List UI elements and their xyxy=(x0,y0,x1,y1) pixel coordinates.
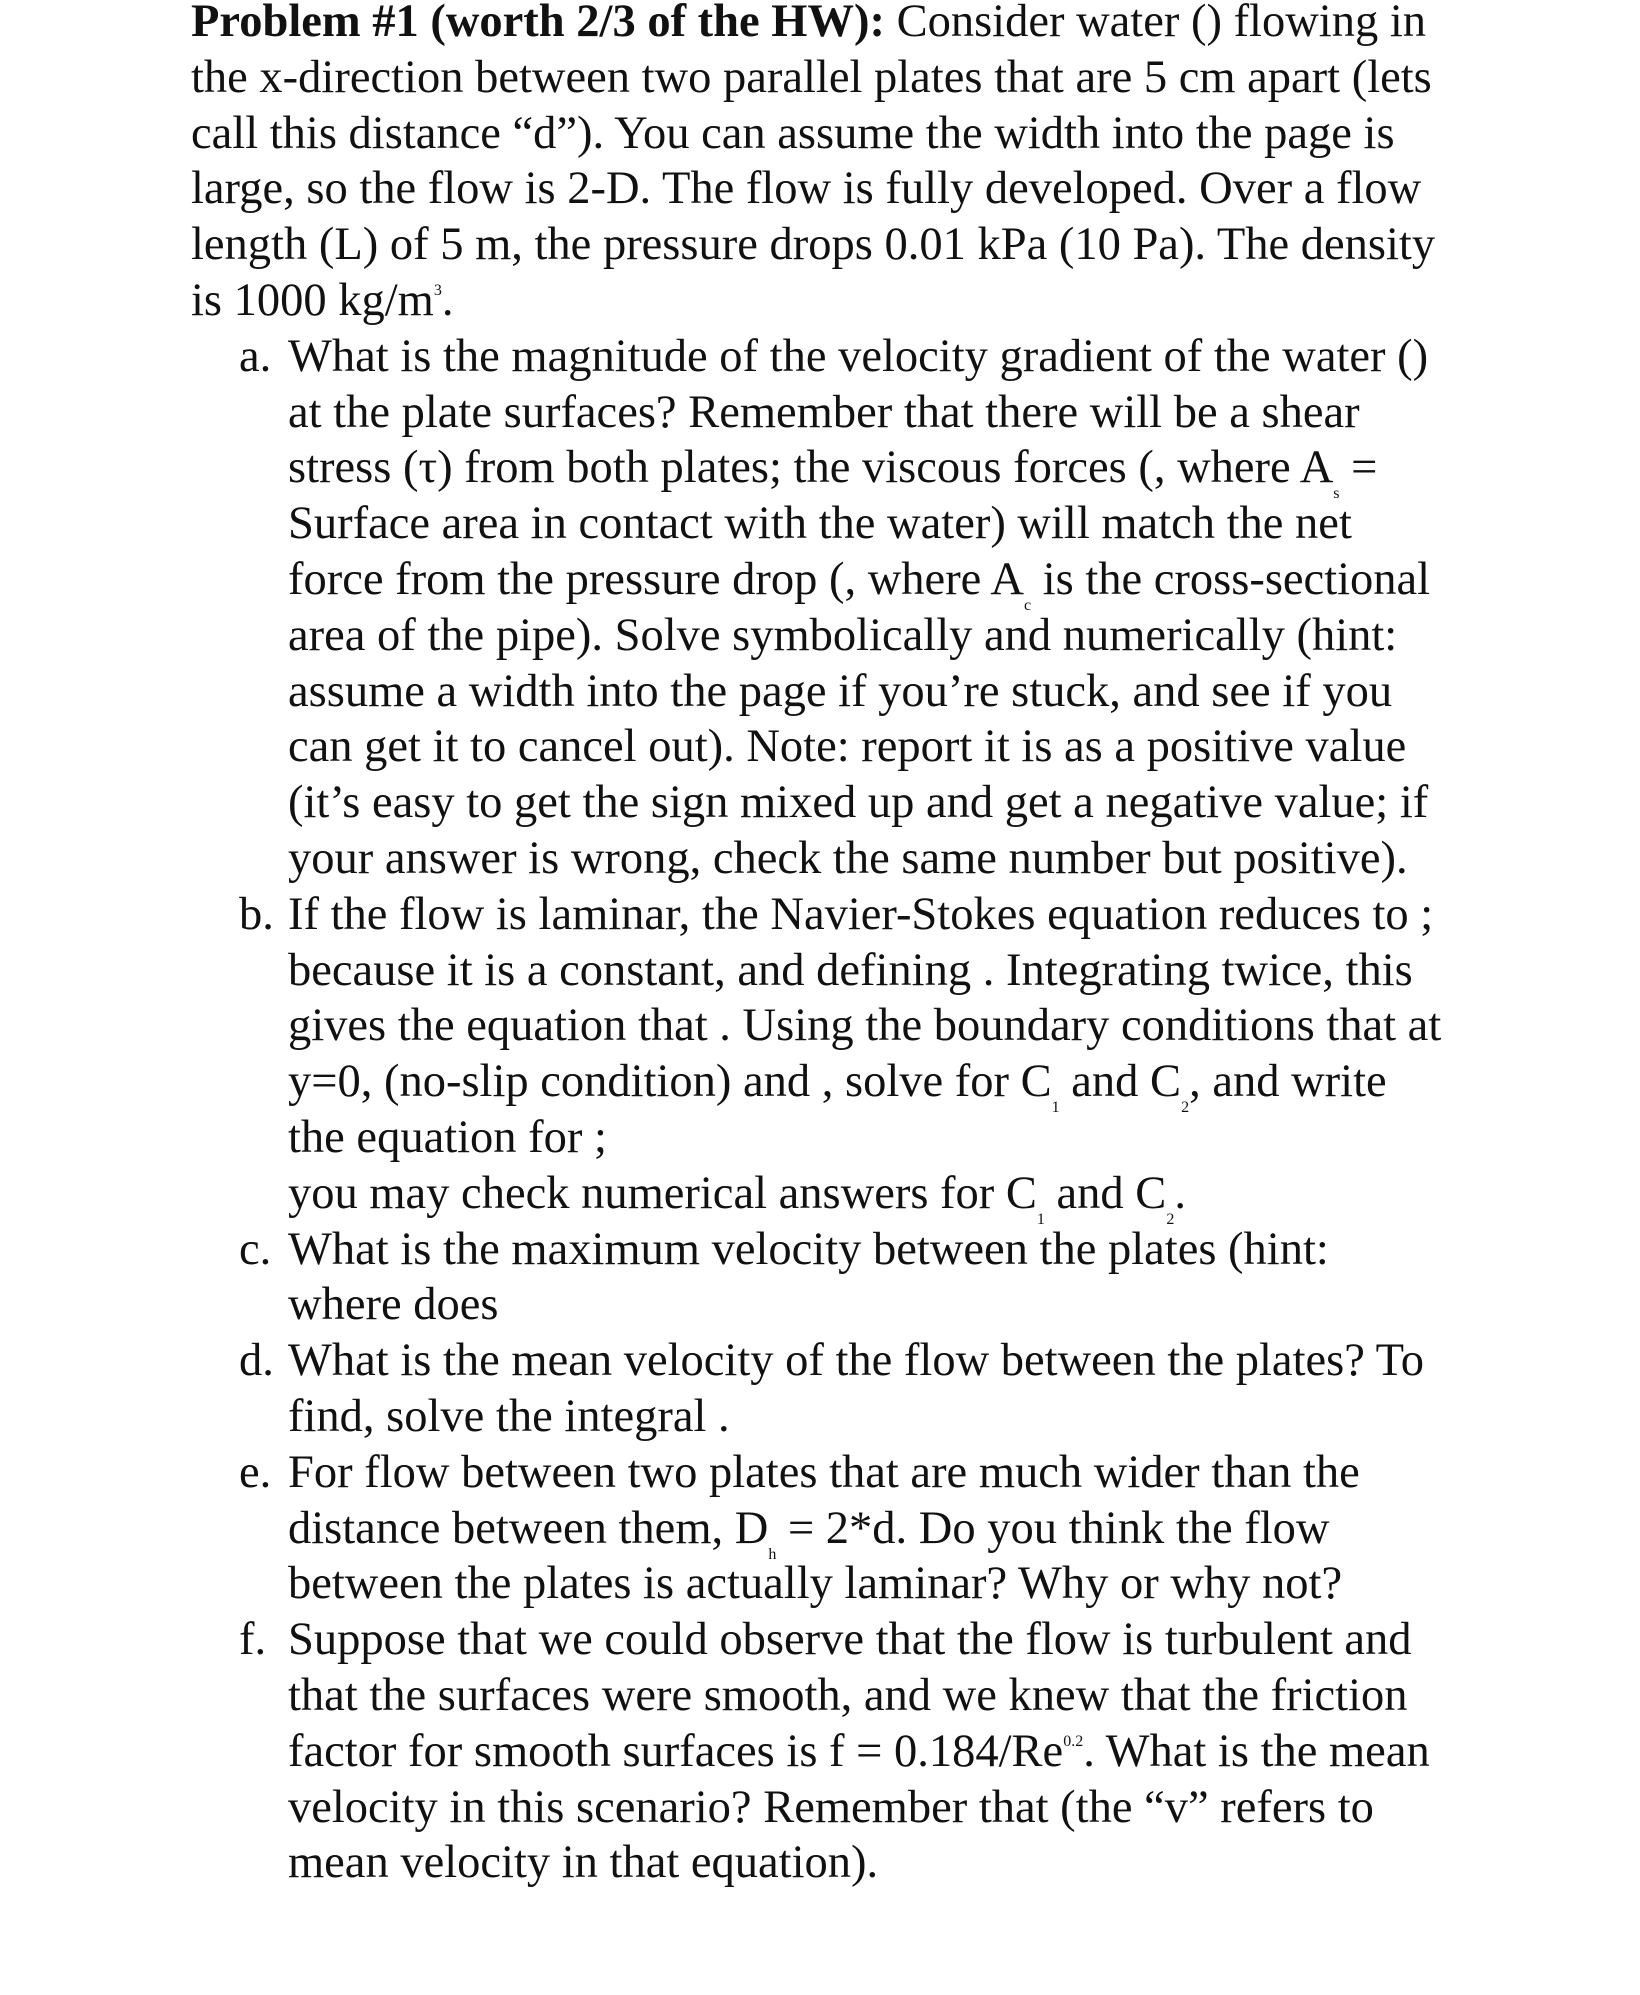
part-d-marker: d. xyxy=(239,1335,274,1387)
part-b-text-5: and C xyxy=(1044,1167,1167,1219)
subscript-2: 2 xyxy=(1181,1099,1190,1117)
subscript-h: h xyxy=(768,1545,777,1563)
subscript-2b: 2 xyxy=(1166,1210,1175,1228)
part-d xyxy=(191,1333,1451,1445)
part-f xyxy=(191,1612,1451,1891)
subscript-s: s xyxy=(1333,485,1340,503)
superscript-cubed: 3 xyxy=(433,281,442,299)
part-e-text-2: = 2*d. Do you think the flow between the plates is actually laminar? Why or why not? xyxy=(288,1502,1343,1610)
part-f-text-2: . What is the mean velocity in this scenario? Remember that (the “v” refers to mean velocity in that equation). xyxy=(288,1725,1430,1889)
part-e-text-1: For flow between two plates that are much wider than the distance between them, D xyxy=(288,1446,1360,1554)
part-a-text-3: is the cross-sectional area of the pipe). Solve symbolically and numerically (hint: assume a width into the page if you’re stuck, and see if you can get it to cancel out). Note: report it is as a positive value (it’s easy to get the sign mixed up and get a negative value; if your answer is wrong, check the same number but positive). xyxy=(288,553,1431,884)
part-b-text-1: If the flow is laminar, the Navier-Stokes equation reduces to ; because it is a constant, and defining . Integrating twice, this gives the equation that . Using the boundary conditions that at y=0, (no-slip condition) and , solve for C xyxy=(288,888,1442,1108)
part-b-text-2: and C xyxy=(1059,1056,1182,1108)
part-f-text-1: Suppose that we could observe that the flow is turbulent and that the surfaces were smooth, and we knew that the friction factor for smooth surfaces is f = 0.184/Re xyxy=(288,1614,1412,1777)
part-c-marker: c. xyxy=(239,1223,272,1275)
subscript-1b: 1 xyxy=(1036,1210,1045,1228)
problem-title: Problem #1 (worth 2/3 of the HW): xyxy=(191,0,885,47)
problem-intro xyxy=(191,0,1451,329)
part-f-marker: f. xyxy=(239,1614,267,1666)
intro-text: Consider water () flowing in the x-direction between two parallel plates that are 5 cm apart (lets call this distance “d”). You can assume the width into the page is large, so the flow is 2-D. The flow is fully developed. Over a flow length (L) of 5 m, the pressure drops 0.01 kPa (10 Pa). The density is 1000 kg/m xyxy=(191,0,1436,326)
part-d-text: What is the mean velocity of the flow between the plates? To find, solve the integral . xyxy=(288,1335,1425,1442)
part-b xyxy=(191,887,1451,1228)
part-a-marker: a. xyxy=(239,330,272,382)
part-a-text-1: What is the magnitude of the velocity gradient of the water () at the plate surfaces? Remember that there will be a shear stress (τ) from both plates; the viscous forces (, where A xyxy=(288,330,1429,494)
part-c xyxy=(191,1222,1451,1334)
superscript-exponent: 0.2 xyxy=(1063,1732,1084,1750)
part-e-marker: e. xyxy=(239,1446,272,1498)
part-c-text: What is the maximum velocity between the plates (hint: where does xyxy=(288,1223,1329,1331)
part-a xyxy=(191,329,1451,887)
subscript-c: c xyxy=(1023,596,1032,614)
part-a-text-2: = Surface area in contact with the water) will match the net force from the pressure drop (, where A xyxy=(288,442,1378,605)
subscript-1: 1 xyxy=(1051,1099,1060,1117)
part-b-text-3: , and write the equation for ; xyxy=(288,1056,1387,1163)
part-b-text-6: . xyxy=(1174,1167,1186,1219)
problem-parts-list xyxy=(191,329,1451,1891)
intro-text-end: . xyxy=(441,274,454,326)
part-b-text-4: you may check numerical answers for C xyxy=(288,1167,1037,1219)
homework-document xyxy=(191,0,1451,1891)
part-e xyxy=(191,1445,1451,1612)
part-b-marker: b. xyxy=(239,888,274,940)
